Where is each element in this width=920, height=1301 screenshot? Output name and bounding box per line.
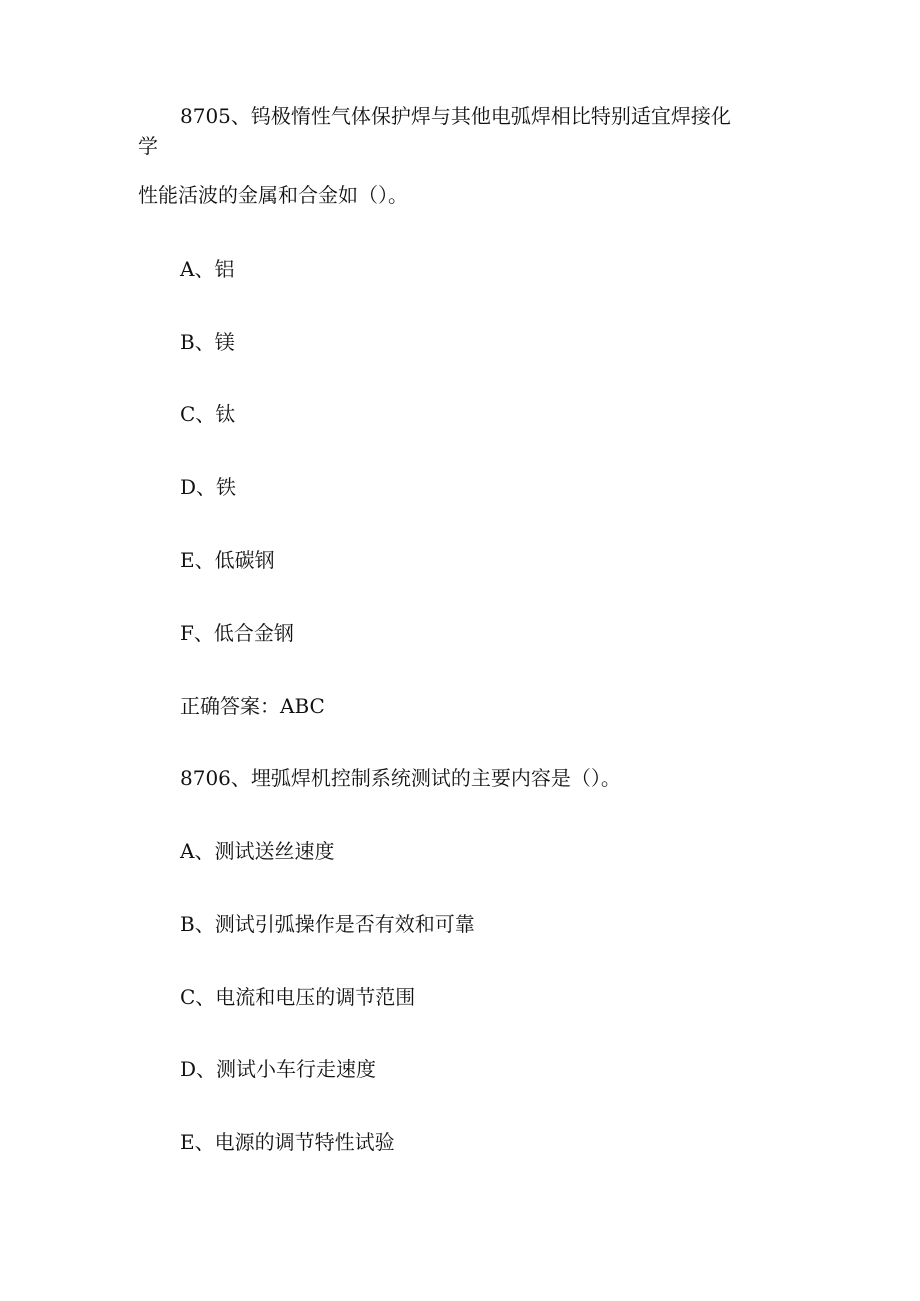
question-8706-option-e: E、电源的调节特性试验 (180, 1130, 395, 1154)
question-8706-stem-line1: 8706、埋弧焊机控制系统测试的主要内容是（）。 (180, 766, 621, 790)
question-8705-option-d: D、铁 (180, 475, 237, 499)
question-8705-option-e: E、低碳钢 (180, 548, 275, 572)
question-8705-option-b: B、镁 (180, 330, 235, 354)
question-8706-option-d: D、测试小车行走速度 (180, 1057, 377, 1081)
question-8705-stem-wrap: 学 (138, 134, 158, 158)
question-8705-option-a: A、铝 (180, 257, 235, 281)
question-8705-option-f: F、低合金钢 (180, 621, 294, 645)
question-8705-stem-line2: 性能活波的金属和合金如（）。 (138, 183, 408, 207)
question-8705-answer: 正确答案：ABC (180, 694, 325, 718)
question-8706-option-a: A、测试送丝速度 (180, 839, 335, 863)
question-8705-stem-line1: 8705、钨极惰性气体保护焊与其他电弧焊相比特别适宜焊接化 (180, 104, 731, 128)
question-8705-option-c: C、钛 (180, 402, 236, 426)
question-8706-option-c: C、电流和电压的调节范围 (180, 985, 416, 1009)
question-8706-option-b: B、测试引弧操作是否有效和可靠 (180, 912, 475, 936)
